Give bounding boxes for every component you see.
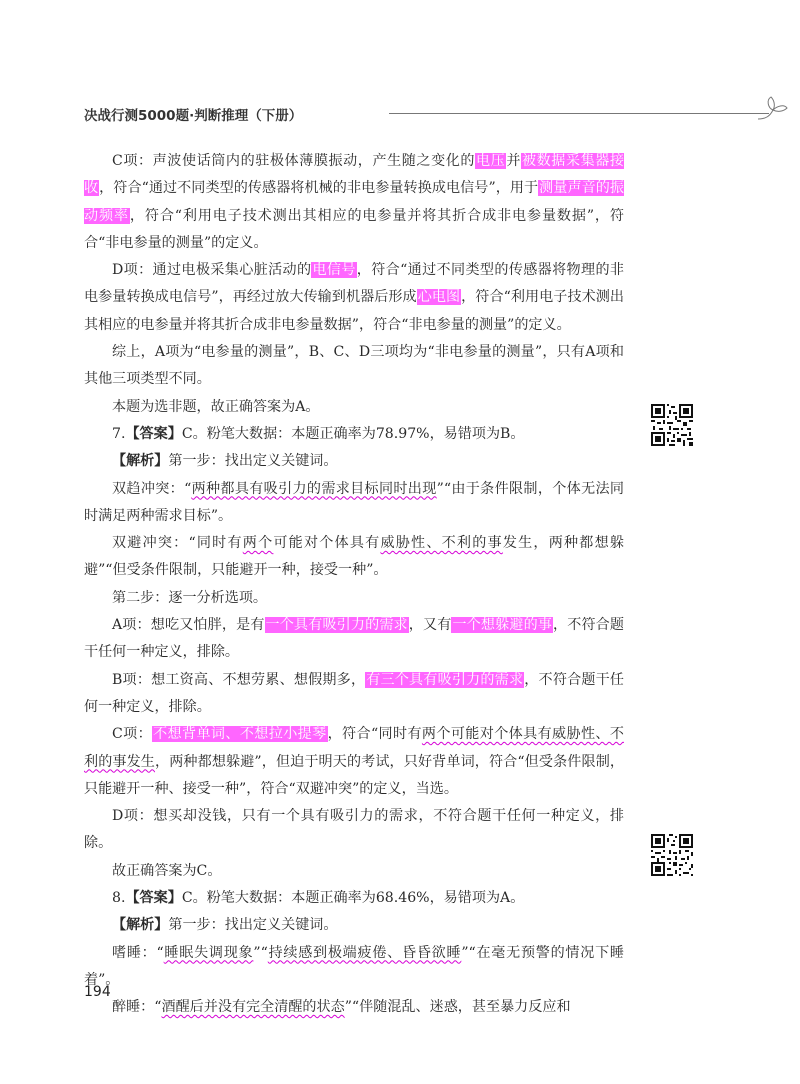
highlighted-text: 被数据采集器接收 [84,153,625,197]
text-run: 本题为选非题，故正确答案为A。 [112,398,320,415]
section-label: 【答案】 [125,890,182,907]
highlighted-text: 不想背单词、不想拉小提琴 [153,726,327,743]
text-run: D项：通过电极采集心脏活动的 [112,262,312,279]
highlighted-text: 有三个具有吸引力的需求 [366,671,524,688]
paragraph [84,940,624,995]
text-run: B项：想工资高、不想劳累、想假期多， [112,671,366,688]
sprout-icon [756,92,790,120]
paragraph [84,803,624,858]
highlighted-text: 一个想躲避的事 [452,617,553,634]
text-run: 双避冲突：“同时有 [112,535,243,552]
paragraph [84,421,624,448]
text-run: 第一步：找出定义关键词。 [168,453,338,470]
text-run: 综上，A项为“电参量的测量”，B、C、D三项均为“非电参量的测量”，只有A项和其他三项类型不同。 [84,344,624,388]
book-title: 决战行测5000题·判断推理（下册） [84,108,303,124]
text-run: 8. [112,890,126,907]
text-run: ，符合“通过不同类型的传感器将物理的非电参量转换成电信号”，再经过放大传输到机器后形成 [84,262,624,306]
text-run: ，符合“同时有 [327,726,422,743]
text-run: C项： [112,726,153,743]
text-run: 发生，两种都想躲避”“但受条件限制，只能避开一种，接受一种”。 [84,535,624,579]
answer-explanation-body [84,148,624,1022]
wavy-underlined-text: 两个可能对个体具有威胁性、不利的事发生 [84,726,624,770]
section-label: 【解析】 [112,453,169,470]
page-header [84,94,704,134]
highlighted-text: 心电图 [417,289,461,306]
text-run: D项：想买却没钱，只有一个具有吸引力的需求，不符合题干任何一种定义，排除。 [84,808,624,852]
section-label: 【答案】 [125,425,182,442]
paragraph [84,448,624,475]
paragraph [84,148,624,257]
text-run: C。粉笔大数据：本题正确率为68.46%，易错项为A。 [181,890,525,907]
wavy-underlined-text: 两种都具有吸引力的需求目标同时出现 [191,480,437,497]
text-run: ，符合“通过不同类型的传感器将机械的非电参量转换成电信号”，用于 [99,180,539,197]
text-run: 可能对个体具有 [273,535,381,552]
paragraph [84,885,624,912]
highlighted-text: 测量声音的振动频率 [84,180,624,224]
paragraph [84,530,624,585]
paragraph [84,394,624,421]
highlighted-text: 一个具有吸引力的需求 [265,617,408,634]
highlighted-text: 电信号 [312,262,356,279]
text-run: ”“在毫无预警的情况下睡着”。 [84,944,624,988]
text-run: 第一步：找出定义关键词。 [168,917,338,934]
text-run: ，符合“利用电子技术测出其相应的电参量并将其折合成非电参量数据”，符合“非电参量的测量”的定义。 [84,207,624,251]
text-run: ”“ [253,944,268,961]
qr-code-icon[interactable] [651,834,693,876]
qr-code-icon[interactable] [651,404,693,446]
text-run: ，符合“利用电子技术测出其相应的电参量并将其折合成非电参量数据”，符合“非电参量的测量”的定义。 [84,289,625,333]
paragraph [84,994,624,1021]
text-run: A项：想吃又怕胖，是有 [112,617,265,634]
wavy-underlined-text: 酒醒后并没有完全清醒的状态 [161,999,345,1016]
text-run: C项：声波使话筒内的驻极体薄膜振动，产生随之变化的 [112,153,476,169]
paragraph [84,858,624,885]
text-run: 7. [112,425,126,442]
header-rule [389,113,769,114]
paragraph [84,667,624,722]
text-run: C。粉笔大数据：本题正确率为78.97%，易错项为B。 [181,425,525,442]
paragraph [84,912,624,939]
wavy-underlined-text: 持续感到极端疲倦、昏昏欲睡 [267,944,462,961]
text-run: ，两种都想躲避”，但迫于明天的考试，只好背单词，符合“但受条件限制，只能避开一种、接受一种”，符合“双避冲突”的定义，当选。 [84,753,624,797]
paragraph [84,721,624,803]
paragraph [84,476,624,531]
text-run: 嗜睡：“ [112,944,164,961]
text-run: ”“由于条件限制，个体无法同时满足两种需求目标”。 [84,480,624,524]
paragraph [84,339,624,394]
wavy-underlined-text: 威胁性、不利的事 [380,535,503,552]
text-run: 故正确答案为C。 [112,862,222,879]
page-number: 194 [84,984,111,1000]
wavy-underlined-text: 睡眠失调现象 [163,944,254,961]
highlighted-text: 电压 [476,153,506,169]
paragraph [84,585,624,612]
wavy-underlined-text: 两个 [242,535,274,552]
paragraph [84,257,624,339]
text-run: 双趋冲突：“ [112,480,192,497]
section-label: 【解析】 [112,917,169,934]
text-run: ，又有 [408,617,452,634]
text-run: ，不符合题干任何一种定义，排除。 [84,671,625,715]
text-run: 并 [506,153,521,169]
text-run: ”“伴随混乱、迷惑，甚至暴力反应和 [344,999,571,1016]
text-run: ，不符合题干任何一种定义，排除。 [84,617,625,661]
paragraph [84,612,624,667]
text-run: 醉睡：“ [112,999,162,1016]
text-run: 第二步：逐一分析选项。 [112,589,268,606]
